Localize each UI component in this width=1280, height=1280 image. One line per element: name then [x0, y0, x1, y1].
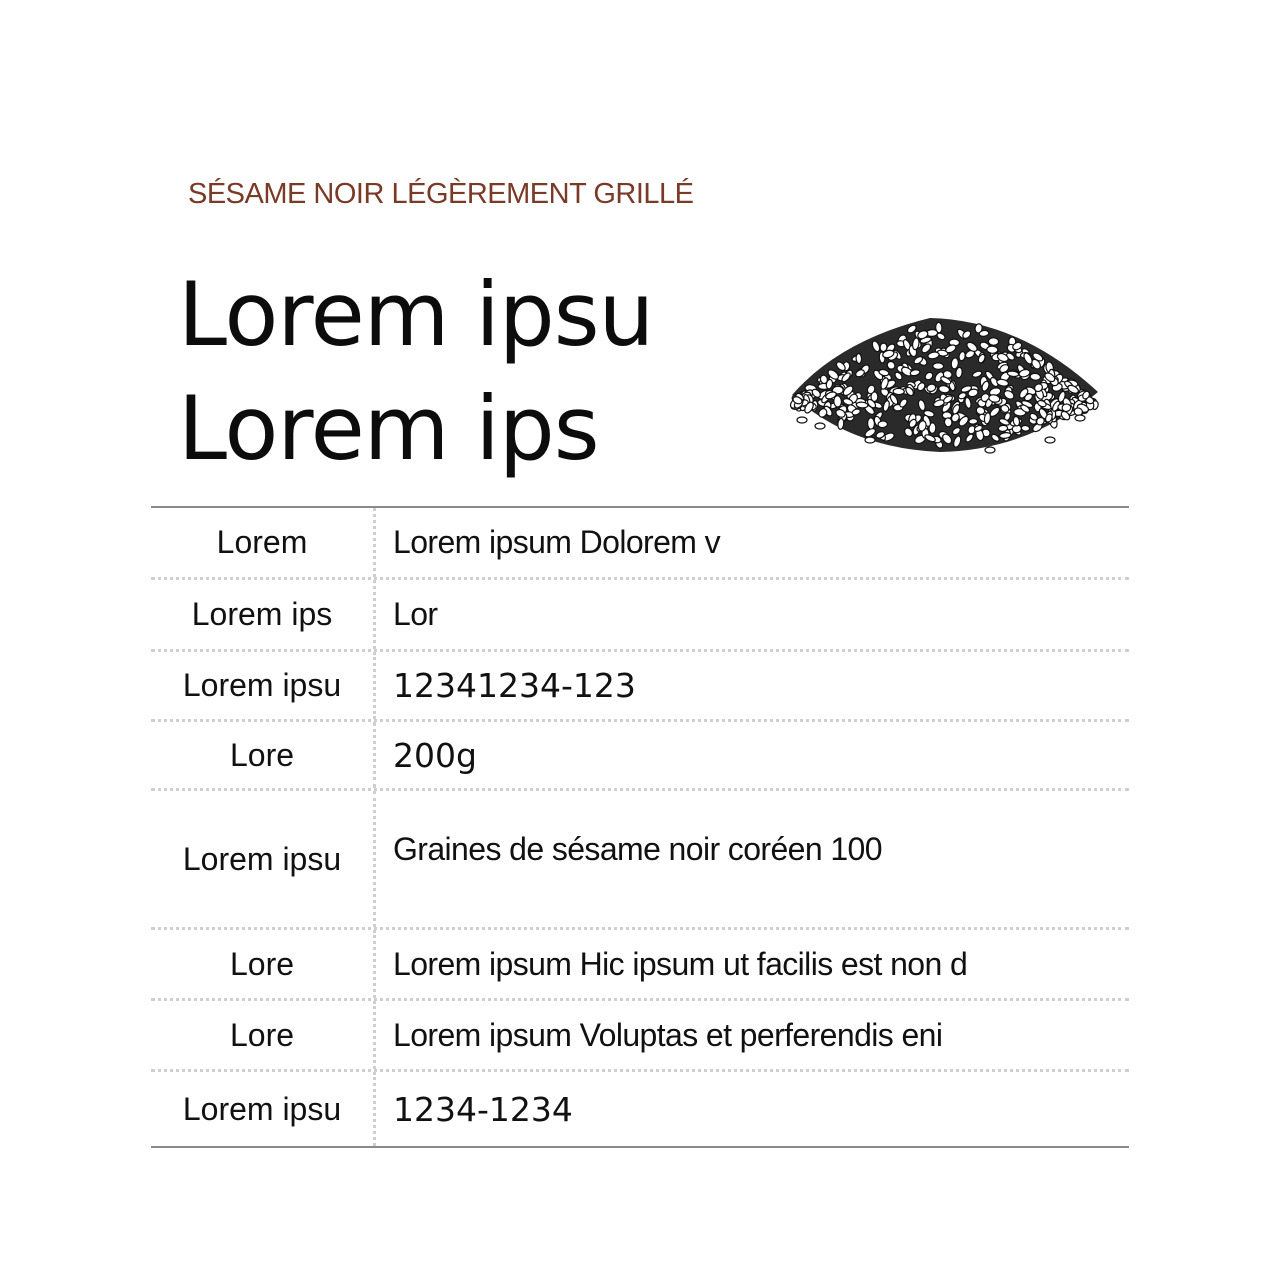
- product-subtitle: SÉSAME NOIR LÉGÈREMENT GRILLÉ: [188, 178, 694, 210]
- product-title: [178, 258, 653, 486]
- table-row: [151, 722, 1129, 791]
- row-value: Graines de sésame noir coréen 100: [393, 831, 882, 867]
- row-value: 200g: [393, 735, 477, 775]
- row-value: Lorem ipsum Dolorem v: [393, 524, 721, 560]
- table-row: [151, 580, 1129, 652]
- row-value: 1234-1234: [393, 1089, 573, 1129]
- row-label: Lore: [151, 722, 376, 788]
- spec-table: [151, 506, 1129, 1148]
- table-row: [151, 1072, 1129, 1146]
- table-row: [151, 791, 1129, 930]
- row-label: Lorem: [151, 508, 376, 577]
- row-label: Lorem ipsu: [151, 791, 376, 927]
- product-title-line-1: Lorem ipsu: [178, 263, 654, 366]
- row-value: Lor: [393, 596, 438, 632]
- row-label: Lore: [151, 1001, 376, 1069]
- row-value: 12341234-123: [393, 666, 636, 705]
- row-label: Lorem ips: [151, 580, 376, 649]
- table-row: [151, 652, 1129, 722]
- row-label: Lorem ipsu: [151, 1072, 376, 1146]
- row-value: Lorem ipsum Voluptas et perferendis eni: [393, 1016, 943, 1053]
- sesame-seed-pile-icon: [780, 300, 1110, 465]
- table-row: [151, 930, 1129, 1001]
- row-label: Lorem ipsu: [151, 652, 376, 719]
- row-value: Lorem ipsum Hic ipsum ut facilis est non d: [393, 945, 968, 982]
- table-row: [151, 508, 1129, 580]
- row-label: Lore: [151, 930, 376, 998]
- table-row: [151, 1001, 1129, 1072]
- product-title-line-2: Lorem ips: [178, 377, 599, 480]
